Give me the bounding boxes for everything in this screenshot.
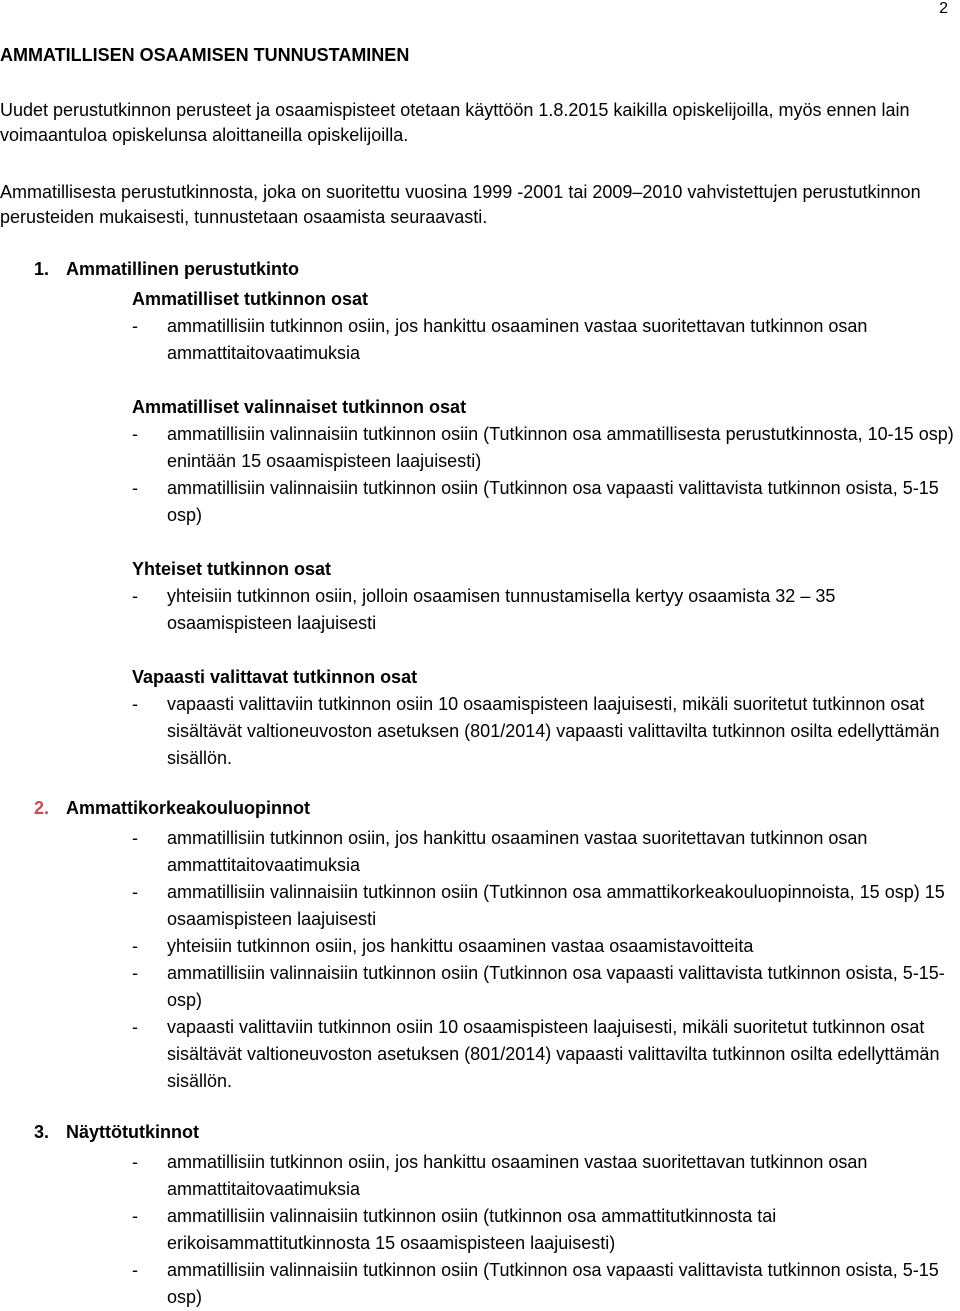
list-item bbox=[132, 933, 957, 960]
section-heading bbox=[0, 1122, 960, 1149]
list-item bbox=[132, 475, 957, 529]
dash-bullet: - bbox=[132, 1152, 138, 1172]
section-title: Ammatillinen perustutkinto bbox=[66, 259, 300, 279]
list-item bbox=[132, 960, 957, 1014]
list-item-text: ammatillisiin valinnaisiin tutkinnon osiin (Tutkinnon osa vapaasti valittavista tutkinnon osista, 5-15 osp) bbox=[167, 478, 939, 525]
dash-bullet: - bbox=[132, 424, 138, 444]
dash-bullet: - bbox=[132, 936, 138, 956]
bullet-list bbox=[0, 691, 960, 772]
section-heading bbox=[0, 259, 960, 286]
list-item-text: ammatillisiin valinnaisiin tutkinnon osiin (Tutkinnon osa vapaasti valittavista tutkinnon osista, 5-15- osp) bbox=[167, 963, 945, 1010]
list-item-text: ammatillisiin valinnaisiin tutkinnon osiin (Tutkinnon osa vapaasti valittavista tutkinnon osista, 5-15 osp) bbox=[167, 1260, 939, 1307]
bullet-list bbox=[0, 825, 960, 1095]
list-item-text: vapaasti valittaviin tutkinnon osiin 10 osaamispisteen laajuisesti, mikäli suoritetut tutkinnon osat sisältävät valtioneuvoston asetuksen (801/2014) vapaasti valittavilta tutkinnon osilta edellyttämän sisällön. bbox=[167, 694, 940, 768]
subheading: Ammatilliset valinnaiset tutkinnon osat bbox=[132, 397, 467, 417]
section-number: 3. bbox=[34, 1122, 50, 1142]
list-item-text: ammatillisiin tutkinnon osiin, jos hankittu osaaminen vastaa suoritettavan tutkinnon osan ammattitaitovaatimuksia bbox=[167, 316, 868, 363]
list-item-text: yhteisiin tutkinnon osiin, jolloin osaamisen tunnustamisella kertyy osaamista 32 – 35 osaamispisteen laajuisesti bbox=[167, 586, 836, 633]
list-item bbox=[132, 691, 957, 772]
list-item-text: ammatillisiin valinnaisiin tutkinnon osiin (Tutkinnon osa ammattikorkeakouluopinnoista, 15 osp) 15 osaamispisteen laajuisesti bbox=[167, 882, 945, 929]
list-item-text: ammatillisiin tutkinnon osiin, jos hankittu osaaminen vastaa suoritettavan tutkinnon osan ammattitaitovaatimuksia bbox=[167, 828, 868, 875]
list-item-text: ammatillisiin valinnaisiin tutkinnon osiin (Tutkinnon osa ammatillisesta perustutkinnosta, 10-15 osp) enintään 15 osaamispisteen laajuisesti) bbox=[167, 424, 954, 471]
section-nayttotutkinnot bbox=[0, 1122, 960, 1311]
list-item bbox=[132, 1014, 957, 1095]
section-ammatillinen-perustutkinto bbox=[0, 259, 960, 772]
section-heading bbox=[0, 798, 960, 825]
intro-paragraph: Uudet perustutkinnon perusteet ja osaamispisteet otetaan käyttöön 1.8.2015 kaikilla opiskelijoilla, myös ennen lain voimaantuloa opiskelunsa aloittaneilla opiskelijoilla. bbox=[0, 100, 910, 145]
scope-paragraph: Ammatillisesta perustutkinnosta, joka on suoritettu vuosina 1999 -2001 tai 2009–2010 vahvistettujen perustutkinnon perusteiden mukaisesti, tunnustetaan osaamista seuraavasti. bbox=[0, 182, 921, 227]
dash-bullet: - bbox=[132, 586, 138, 606]
list-item bbox=[132, 313, 957, 367]
list-item bbox=[132, 1257, 957, 1311]
bullet-list bbox=[0, 313, 960, 367]
list-item bbox=[132, 583, 957, 637]
section-title: Näyttötutkinnot bbox=[66, 1122, 199, 1142]
page-number: 2 bbox=[939, 0, 948, 17]
list-item bbox=[132, 1203, 957, 1257]
dash-bullet: - bbox=[132, 963, 138, 983]
dash-bullet: - bbox=[132, 828, 138, 848]
dash-bullet: - bbox=[132, 478, 138, 498]
bullet-list bbox=[0, 583, 960, 637]
list-item-text: ammatillisiin valinnaisiin tutkinnon osiin (tutkinnon osa ammattitutkinnosta tai erikoisammattitutkinnosta 15 osaamispisteen laajuisesti) bbox=[167, 1206, 777, 1253]
dash-bullet: - bbox=[132, 316, 138, 336]
list-item bbox=[132, 825, 957, 879]
bullet-list bbox=[0, 421, 960, 529]
section-number: 1. bbox=[34, 259, 50, 279]
bullet-list bbox=[0, 1149, 960, 1311]
list-item-text: ammatillisiin tutkinnon osiin, jos hankittu osaaminen vastaa suoritettavan tutkinnon osan ammattitaitovaatimuksia bbox=[167, 1152, 868, 1199]
list-item-text: vapaasti valittaviin tutkinnon osiin 10 osaamispisteen laajuisesti, mikäli suoritetut tutkinnon osat sisältävät valtioneuvoston asetuksen (801/2014) vapaasti valittavilta tutkinnon osilta edellyttämän sisällön. bbox=[167, 1017, 940, 1091]
section-number: 2. bbox=[34, 798, 50, 818]
list-item-text: yhteisiin tutkinnon osiin, jos hankittu osaaminen vastaa osaamistavoitteita bbox=[167, 936, 754, 956]
dash-bullet: - bbox=[132, 1206, 138, 1226]
page-title: AMMATILLISEN OSAAMISEN TUNNUSTAMINEN bbox=[0, 45, 410, 65]
dash-bullet: - bbox=[132, 694, 138, 714]
subheading: Ammatilliset tutkinnon osat bbox=[132, 289, 369, 309]
list-item bbox=[132, 421, 957, 475]
section-ammattikorkeakouluopinnot bbox=[0, 798, 960, 1095]
dash-bullet: - bbox=[132, 1260, 138, 1280]
section-title: Ammattikorkeakouluopinnot bbox=[66, 798, 311, 818]
dash-bullet: - bbox=[132, 1017, 138, 1037]
dash-bullet: - bbox=[132, 882, 138, 902]
list-item bbox=[132, 879, 957, 933]
subheading: Yhteiset tutkinnon osat bbox=[132, 559, 332, 579]
list-item bbox=[132, 1149, 957, 1203]
subheading: Vapaasti valittavat tutkinnon osat bbox=[132, 667, 418, 687]
